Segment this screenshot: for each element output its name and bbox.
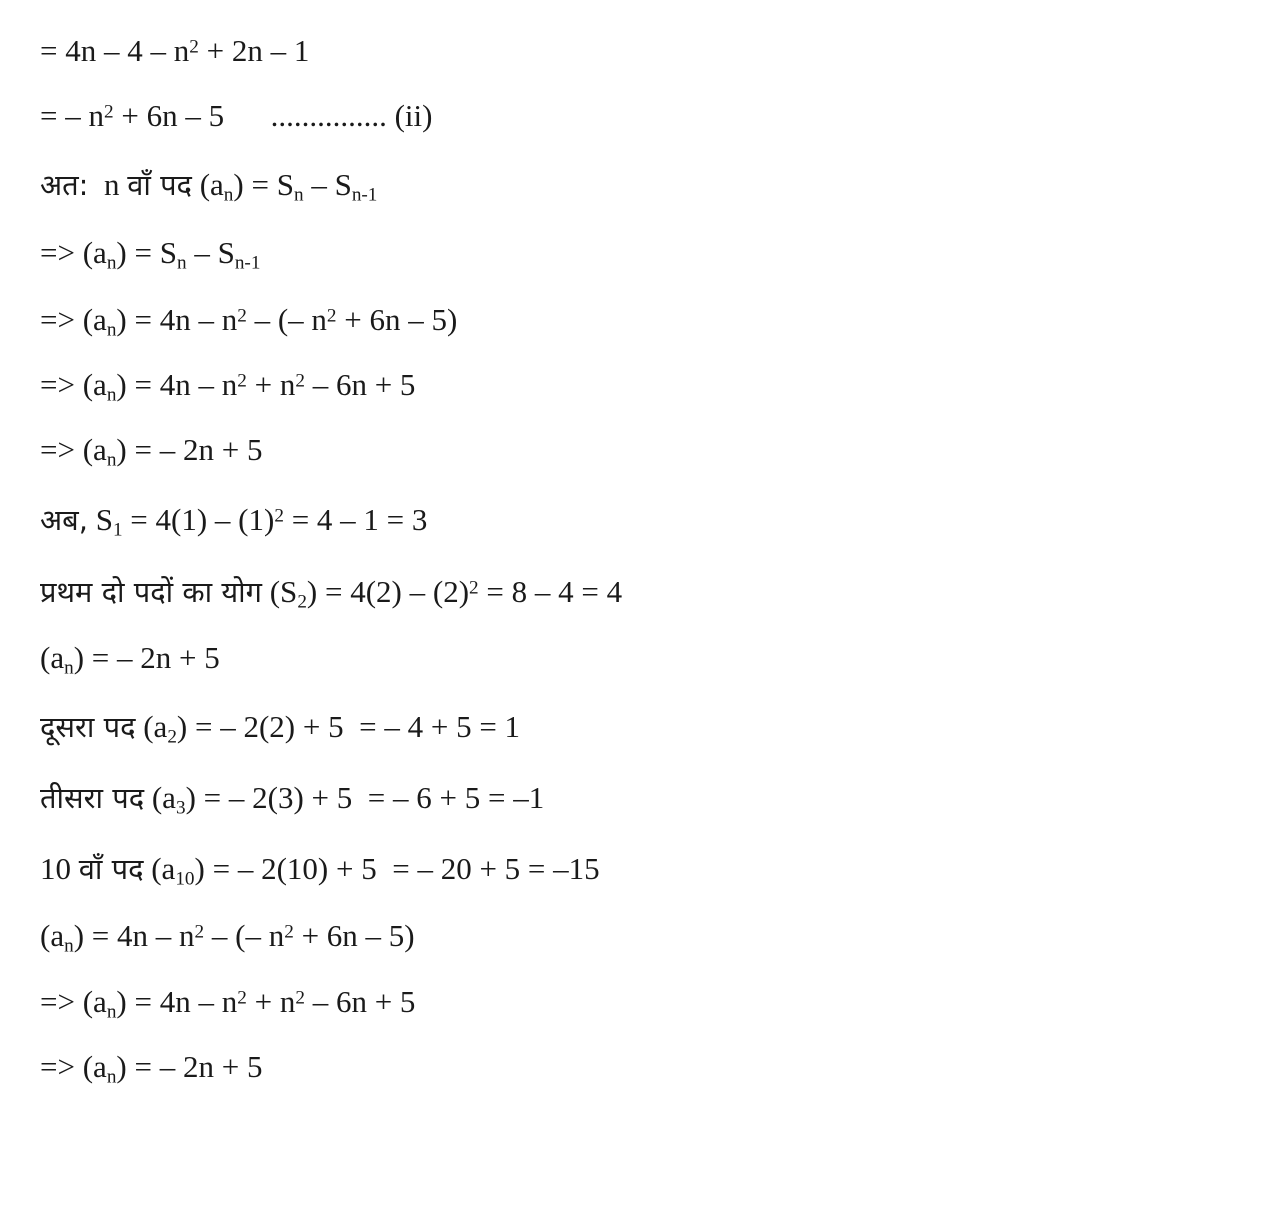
subscript: n bbox=[223, 184, 234, 206]
math-text: n bbox=[88, 167, 128, 202]
math-text: ) = S bbox=[116, 235, 177, 270]
hindi-text: अब, bbox=[40, 503, 88, 537]
math-text: ) = 4(2) – (2) bbox=[306, 574, 470, 609]
superscript: 2 bbox=[194, 921, 205, 943]
math-text: = 4 – 1 = 3 bbox=[283, 502, 428, 537]
superscript: 2 bbox=[326, 305, 337, 327]
math-text: + 6n – 5) bbox=[293, 918, 415, 953]
math-text: (a bbox=[40, 640, 65, 675]
equation-line bbox=[40, 31, 309, 71]
math-text: => (a bbox=[40, 235, 107, 270]
subscript: 3 bbox=[175, 797, 186, 819]
hindi-text: दूसरा पद bbox=[40, 710, 136, 744]
subscript: n-1 bbox=[351, 184, 378, 206]
subscript: n bbox=[106, 449, 117, 471]
equation-line bbox=[40, 778, 544, 818]
math-text: = 4n – 4 – n bbox=[40, 33, 190, 68]
hindi-text: प्रथम दो पदों का योग bbox=[40, 575, 262, 609]
math-text: = 4(1) – (1) bbox=[122, 502, 275, 537]
math-text: ) = – 2(3) + 5 = – 6 + 5 = –1 bbox=[185, 780, 545, 815]
math-text: ) = – 2(10) + 5 = – 20 + 5 = –15 bbox=[194, 851, 600, 886]
subscript: n bbox=[106, 1066, 117, 1088]
subscript: n bbox=[106, 1001, 117, 1023]
superscript: 2 bbox=[237, 370, 247, 392]
equation-line bbox=[40, 916, 415, 956]
math-text: – (– n bbox=[246, 302, 327, 337]
superscript: 2 bbox=[469, 577, 479, 599]
math-text: ) = 4n – n bbox=[116, 302, 238, 337]
math-text: + 2n – 1 bbox=[198, 33, 310, 68]
subscript: 2 bbox=[167, 726, 177, 748]
subscript: n bbox=[64, 657, 74, 679]
math-text: => (a bbox=[40, 367, 107, 402]
equation-line bbox=[40, 982, 415, 1022]
superscript: 2 bbox=[237, 987, 247, 1009]
math-text: ) = – 2n + 5 bbox=[116, 1049, 263, 1084]
hindi-text: अत: bbox=[40, 168, 89, 202]
subscript: n bbox=[176, 252, 187, 274]
math-text: ) = – 2n + 5 bbox=[116, 432, 263, 467]
equation-line bbox=[40, 233, 260, 273]
math-text: – S bbox=[303, 167, 352, 202]
math-text: + n bbox=[246, 367, 296, 402]
math-text: => (a bbox=[40, 432, 107, 467]
equation-line bbox=[40, 165, 377, 205]
subscript: n bbox=[64, 935, 74, 957]
math-text: => (a bbox=[40, 984, 107, 1019]
math-text: = 8 – 4 = 4 bbox=[478, 574, 623, 609]
math-text: (a bbox=[40, 918, 65, 953]
math-text: (S bbox=[261, 574, 298, 609]
superscript: 2 bbox=[274, 505, 284, 527]
superscript: 2 bbox=[284, 921, 294, 943]
subscript: n bbox=[293, 184, 304, 206]
math-text: ) = – 2(2) + 5 = – 4 + 5 = 1 bbox=[176, 709, 521, 744]
hindi-text: तीसरा पद bbox=[40, 781, 145, 815]
math-text: ) = S bbox=[233, 167, 294, 202]
equation-line bbox=[40, 300, 457, 340]
subscript: n bbox=[106, 319, 117, 341]
math-text: (a bbox=[143, 851, 176, 886]
math-text: (a bbox=[144, 780, 176, 815]
superscript: 2 bbox=[103, 101, 114, 123]
math-text: ) = 4n – n bbox=[73, 918, 195, 953]
math-text: => (a bbox=[40, 302, 107, 337]
equation-line bbox=[40, 430, 262, 470]
math-text: S bbox=[87, 502, 113, 537]
math-text: – (– n bbox=[204, 918, 285, 953]
superscript: 2 bbox=[237, 305, 247, 327]
math-text: + n bbox=[246, 984, 296, 1019]
equation-line bbox=[40, 707, 520, 747]
math-text: ) = 4n – n bbox=[116, 367, 238, 402]
superscript: 2 bbox=[295, 987, 305, 1009]
hindi-text: वाँ पद bbox=[127, 168, 192, 202]
hindi-text: वाँ पद bbox=[78, 852, 144, 886]
subscript: n-1 bbox=[234, 252, 261, 274]
math-text: => (a bbox=[40, 1049, 107, 1084]
math-text: (a bbox=[135, 709, 168, 744]
math-text: – 6n + 5 bbox=[304, 367, 416, 402]
subscript: 10 bbox=[175, 868, 195, 890]
math-text: + 6n – 5 ............... (ii) bbox=[113, 98, 433, 133]
equation-line bbox=[40, 638, 220, 678]
superscript: 2 bbox=[189, 36, 199, 58]
equation-line bbox=[40, 96, 432, 136]
subscript: 1 bbox=[112, 519, 123, 541]
subscript: 2 bbox=[297, 591, 307, 613]
superscript: 2 bbox=[295, 370, 305, 392]
math-text: ) = 4n – n bbox=[116, 984, 238, 1019]
subscript: n bbox=[106, 384, 117, 406]
math-text: (a bbox=[191, 167, 224, 202]
equation-line bbox=[40, 500, 427, 540]
equation-line bbox=[40, 572, 622, 612]
math-text: 10 bbox=[40, 851, 79, 886]
math-text: + 6n – 5) bbox=[336, 302, 458, 337]
math-text: – 6n + 5 bbox=[304, 984, 416, 1019]
math-text: = – n bbox=[40, 98, 104, 133]
equation-line bbox=[40, 365, 415, 405]
subscript: n bbox=[106, 252, 117, 274]
math-text: ) = – 2n + 5 bbox=[73, 640, 220, 675]
math-text: – S bbox=[186, 235, 235, 270]
equation-line bbox=[40, 849, 600, 889]
equation-line bbox=[40, 1047, 262, 1087]
